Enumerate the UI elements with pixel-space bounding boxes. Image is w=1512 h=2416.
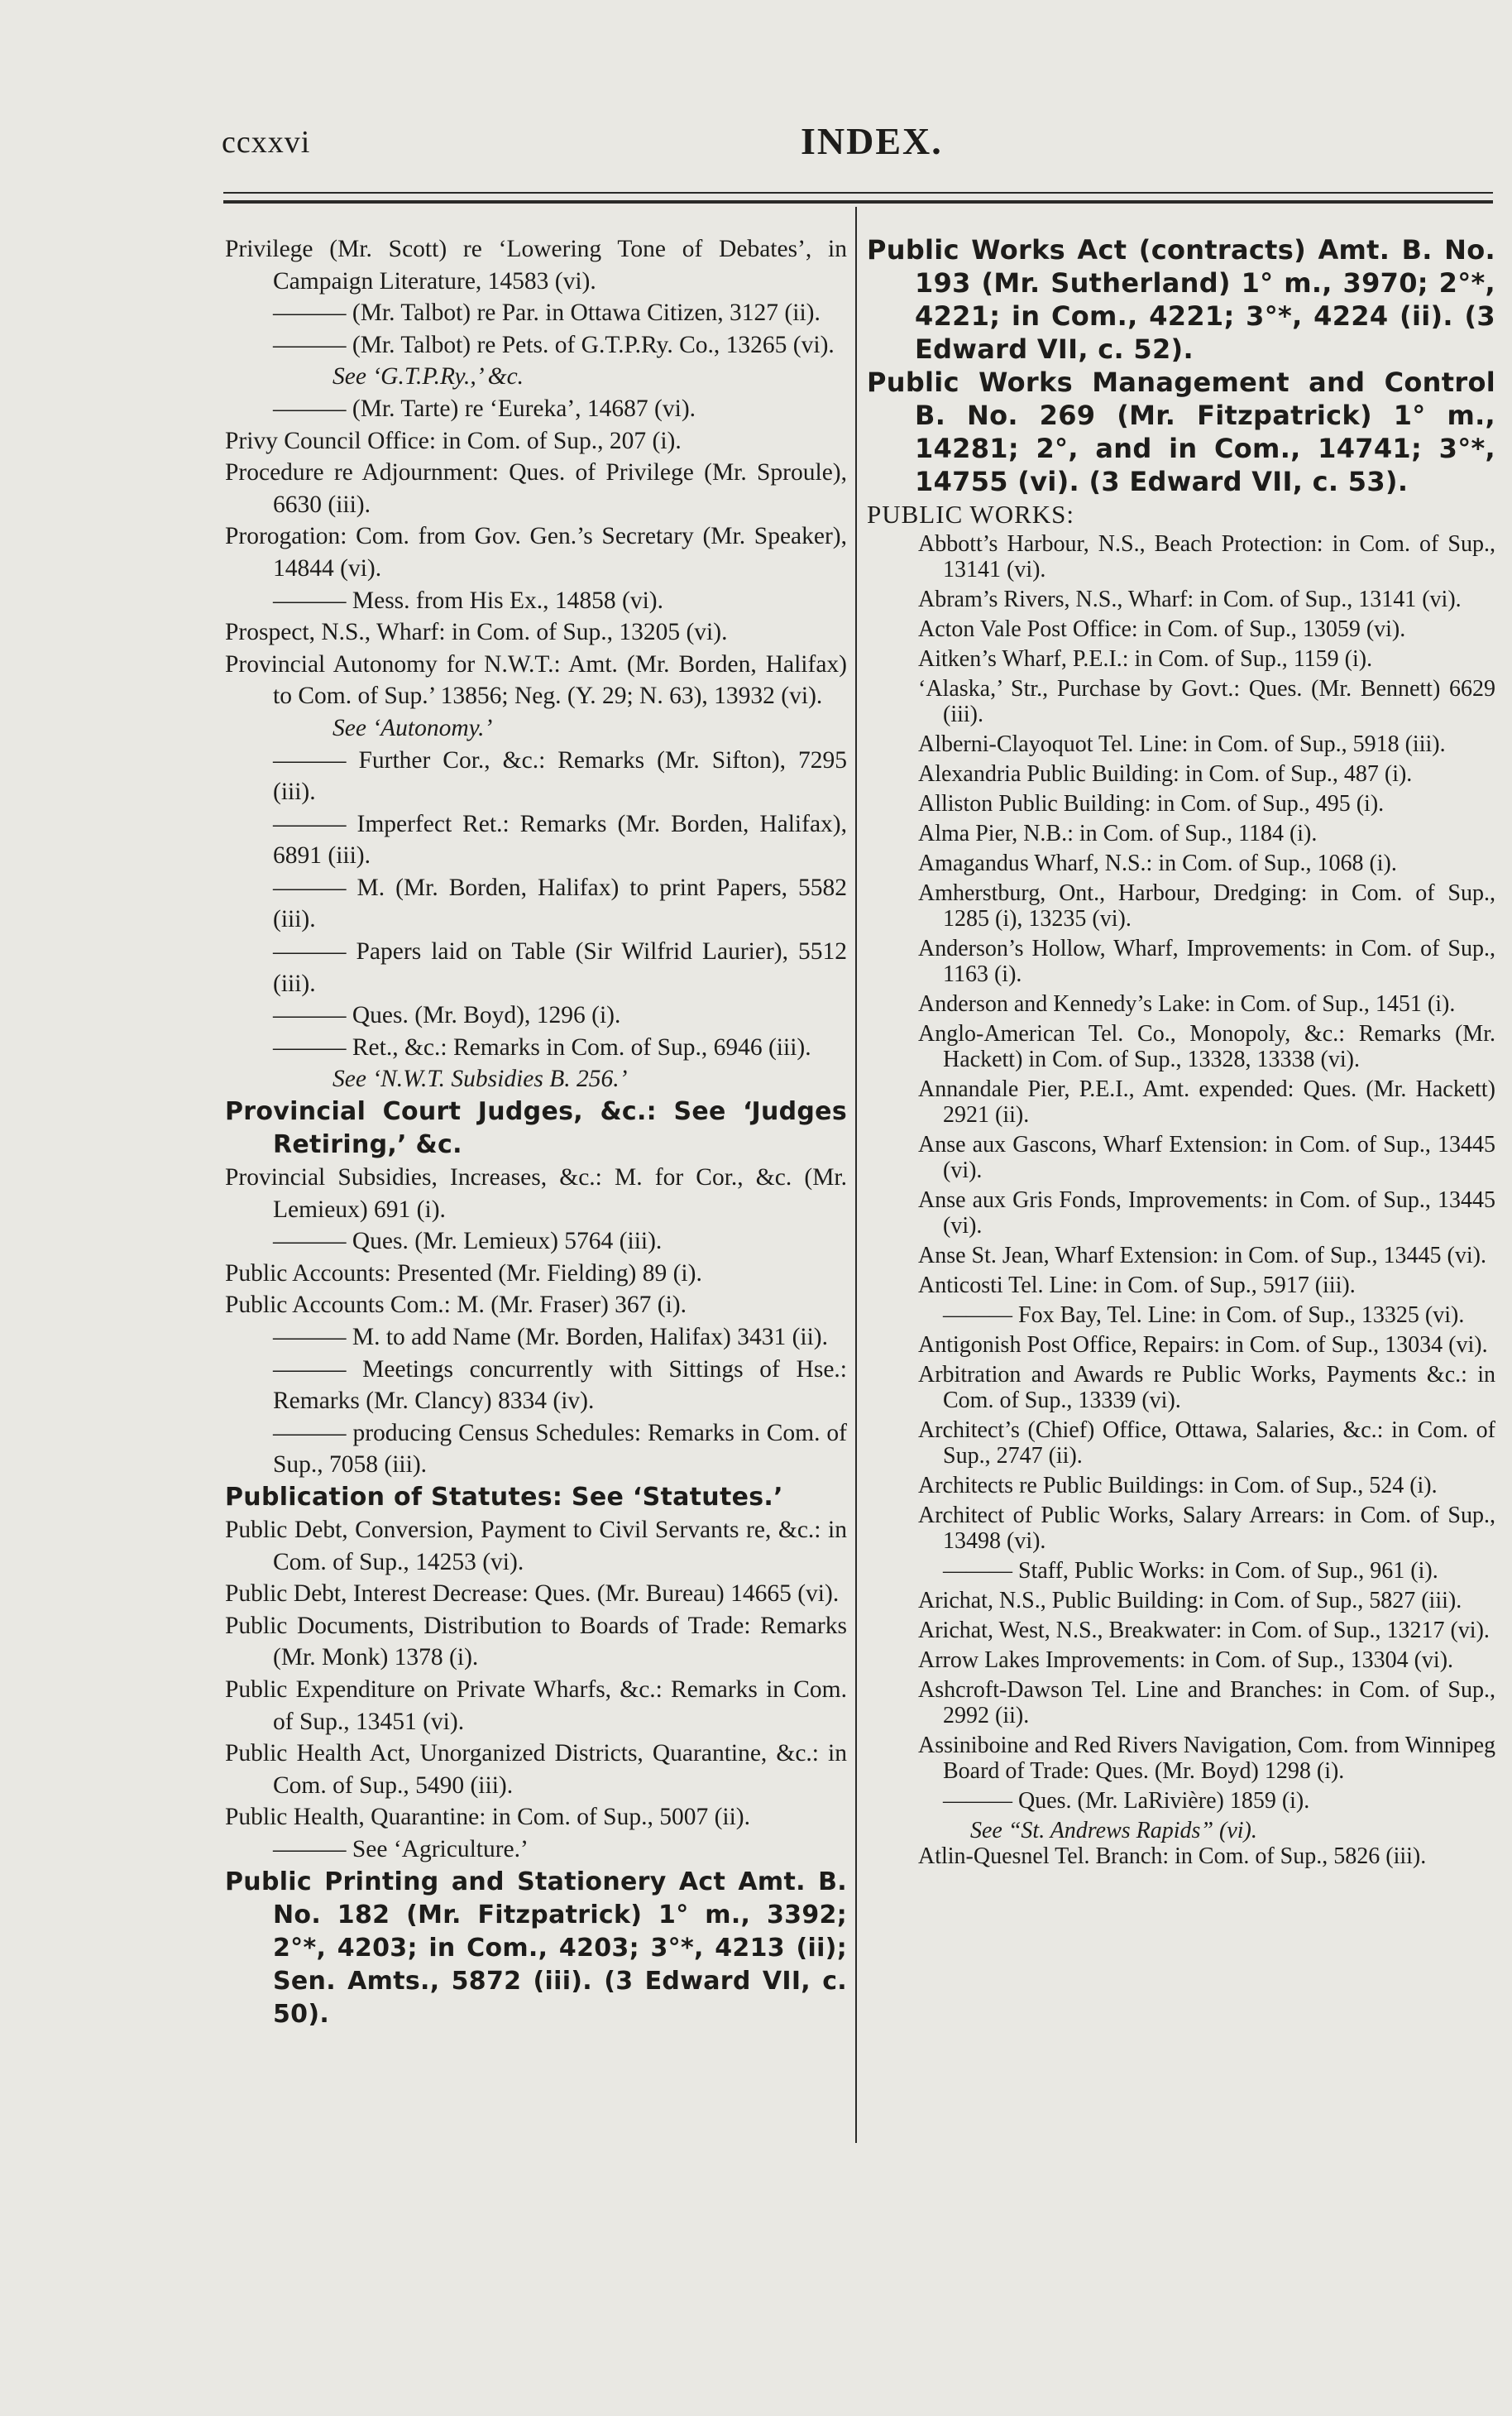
index-entry: Public Debt, Interest Decrease: Ques. (Mr. Bureau) 14665 (vi).	[225, 1580, 840, 1608]
index-entry: Public Accounts Com.: M. (Mr. Fraser) 367 (i).	[225, 1292, 687, 1319]
index-entry: Assiniboine and Red Rivers Navigation, Com. from Winnipeg Board of Trade: Ques. (Mr. Boyd) 1298 (i).	[918, 1733, 1495, 1784]
index-entry: ——— Ques. (Mr. LaRivière) 1859 (i).	[943, 1788, 1310, 1814]
index-entry: Abbott’s Harbour, N.S., Beach Protection: in Com. of Sup., 13141 (vi).	[918, 531, 1495, 582]
index-entry: ——— (Mr. Talbot) re Par. in Ottawa Citizen, 3127 (ii).	[273, 300, 821, 327]
index-entry: ——— Mess. from His Ex., 14858 (vi).	[273, 587, 663, 614]
index-entry: ——— Further Cor., &c.: Remarks (Mr. Sifton), 7295 (iii).	[273, 746, 847, 806]
page-number: ccxxvi	[222, 125, 311, 160]
index-entry: Alexandria Public Building: in Com. of Sup., 487 (i).	[918, 761, 1413, 787]
index-entry: Provincial Subsidies, Increases, &c.: M. for Cor., &c. (Mr. Lemieux) 691 (i).	[225, 1164, 847, 1223]
index-entry: Architect of Public Works, Salary Arrears: in Com. of Sup., 13498 (vi).	[918, 1503, 1495, 1554]
index-entry: Public Documents, Distribution to Boards of Trade: Remarks (Mr. Monk) 1378 (i).	[225, 1612, 847, 1671]
index-entry: Anse aux Gascons, Wharf Extension: in Com. of Sup., 13445 (vi).	[918, 1132, 1495, 1183]
index-entry: See “St. Andrews Rapids” (vi).	[970, 1818, 1257, 1843]
index-entry: Alma Pier, N.B.: in Com. of Sup., 1184 (i).	[918, 821, 1318, 846]
index-entry: Anderson and Kennedy’s Lake: in Com. of Sup., 1451 (i).	[918, 991, 1456, 1017]
index-entry: ——— (Mr. Talbot) re Pets. of G.T.P.Ry. Co., 13265 (vi).	[273, 331, 835, 358]
index-entry: Alberni-Clayoquot Tel. Line: in Com. of Sup., 5918 (iii).	[918, 731, 1446, 757]
section-heading: PUBLIC WORKS:	[867, 500, 1074, 529]
index-entry: ——— M. (Mr. Borden, Halifax) to print Papers, 5582 (iii).	[273, 874, 847, 933]
index-entry: Public Printing and Stationery Act Amt. B. No. 182 (Mr. Fitzpatrick) 1° m., 3392; 2°*, 4203; in Com., 4203; 3°*, 4213 (ii); Sen. Amts., 5872 (iii). (3 Edward VII, c. 50).	[225, 1867, 847, 2029]
index-entry: Arichat, N.S., Public Building: in Com. of Sup., 5827 (iii).	[918, 1588, 1462, 1613]
index-entry: Provincial Autonomy for N.W.T.: Amt. (Mr. Borden, Halifax) to Com. of Sup.’ 13856; Neg. (Y. 29; N. 63), 13932 (vi).	[225, 650, 847, 710]
index-entry: Privilege (Mr. Scott) re ‘Lowering Tone of Debates’, in Campaign Literature, 14583 (vi).	[225, 236, 847, 295]
index-entry: ——— producing Census Schedules: Remarks in Com. of Sup., 7058 (iii).	[273, 1419, 847, 1479]
index-entry: ——— Ret., &c.: Remarks in Com. of Sup., 6946 (iii).	[273, 1033, 811, 1061]
index-entry: ‘Alaska,’ Str., Purchase by Govt.: Ques. (Mr. Bennett) 6629 (iii).	[918, 676, 1495, 727]
column-divider	[855, 207, 857, 2143]
header-rule-thin	[223, 192, 1493, 194]
index-entry: Public Debt, Conversion, Payment to Civil Servants re, &c.: in Com. of Sup., 14253 (vi).	[225, 1516, 847, 1575]
index-entry: Arrow Lakes Improvements: in Com. of Sup., 13304 (vi).	[918, 1647, 1454, 1673]
page-header	[222, 120, 1495, 174]
index-entry: Alliston Public Building: in Com. of Sup., 495 (i).	[918, 791, 1385, 817]
index-entry: Prospect, N.S., Wharf: in Com. of Sup., 13205 (vi).	[225, 619, 728, 646]
index-entry: Provincial Court Judges, &c.: See ‘Judges Retiring,’ &c.	[225, 1097, 847, 1160]
index-entry: Abram’s Rivers, N.S., Wharf: in Com. of Sup., 13141 (vi).	[918, 587, 1462, 612]
index-entry: Amagandus Wharf, N.S.: in Com. of Sup., 1068 (i).	[918, 851, 1397, 876]
header-rule-thick	[223, 200, 1493, 204]
index-entry: Public Health Act, Unorganized Districts, Quarantine, &c.: in Com. of Sup., 5490 (iii).	[225, 1740, 847, 1799]
index-entry: Prorogation: Com. from Gov. Gen.’s Secretary (Mr. Speaker), 14844 (vi).	[225, 523, 847, 582]
index-entry: Anglo-American Tel. Co., Monopoly, &c.: Remarks (Mr. Hackett) in Com. of Sup., 13328, 13338 (vi).	[918, 1021, 1495, 1072]
index-entry: ——— Ques. (Mr. Lemieux) 5764 (iii).	[273, 1228, 663, 1255]
index-entry: ——— Imperfect Ret.: Remarks (Mr. Borden, Halifax), 6891 (iii).	[273, 810, 847, 870]
index-entry: Ashcroft-Dawson Tel. Line and Branches: in Com. of Sup., 2992 (ii).	[918, 1677, 1495, 1728]
index-entry: Anse St. Jean, Wharf Extension: in Com. of Sup., 13445 (vi).	[918, 1243, 1486, 1268]
index-entry: Annandale Pier, P.E.I., Amt. expended: Ques. (Mr. Hackett) 2921 (ii).	[918, 1076, 1495, 1128]
index-entry: Publication of Statutes: See ‘Statutes.’	[225, 1482, 783, 1512]
index-entry: Procedure re Adjournment: Ques. of Privilege (Mr. Sproule), 6630 (iii).	[225, 459, 847, 518]
index-entry: ——— (Mr. Tarte) re ‘Eureka’, 14687 (vi).	[273, 395, 696, 422]
index-entry: See ‘N.W.T. Subsidies B. 256.’	[333, 1066, 628, 1093]
index-entry: ——— Fox Bay, Tel. Line: in Com. of Sup., 13325 (vi).	[943, 1302, 1465, 1328]
index-entry: Atlin-Quesnel Tel. Branch: in Com. of Sup., 5826 (iii).	[918, 1843, 1427, 1869]
index-entry: Arichat, West, N.S., Breakwater: in Com. of Sup., 13217 (vi).	[918, 1618, 1490, 1643]
index-entry: ——— Papers laid on Table (Sir Wilfrid Laurier), 5512 (iii).	[273, 938, 847, 997]
index-entry: Privy Council Office: in Com. of Sup., 207 (i).	[225, 427, 682, 454]
index-entry: ——— M. to add Name (Mr. Borden, Halifax) 3431 (ii).	[273, 1324, 828, 1350]
right-column	[867, 233, 1495, 1873]
index-entry: Public Expenditure on Private Wharfs, &c.: Remarks in Com. of Sup., 13451 (vi).	[225, 1675, 847, 1735]
page-title: INDEX.	[801, 120, 943, 162]
index-entry: Arbitration and Awards re Public Works, Payments &c.: in Com. of Sup., 13339 (vi).	[918, 1362, 1495, 1413]
left-column	[225, 233, 847, 2031]
index-entry: Aitken’s Wharf, P.E.I.: in Com. of Sup., 1159 (i).	[918, 646, 1373, 672]
index-entry: See ‘Autonomy.’	[333, 714, 493, 741]
index-entry: ——— See ‘Agriculture.’	[273, 1835, 529, 1862]
index-entry: Architects re Public Buildings: in Com. of Sup., 524 (i).	[918, 1473, 1438, 1498]
index-entry: Anse aux Gris Fonds, Improvements: in Com. of Sup., 13445 (vi).	[918, 1187, 1495, 1239]
index-entry: ——— Meetings concurrently with Sittings of Hse.: Remarks (Mr. Clancy) 8334 (iv).	[273, 1355, 847, 1415]
index-entry: Acton Vale Post Office: in Com. of Sup., 13059 (vi).	[918, 616, 1406, 642]
index-entry: Public Works Management and Control B. No. 269 (Mr. Fitzpatrick) 1° m., 14281; 2°, and in Com., 14741; 3°*, 14755 (vi). (3 Edward VII, c. 53).	[867, 367, 1495, 497]
index-entry: ——— Ques. (Mr. Boyd), 1296 (i).	[273, 1002, 621, 1029]
index-entry: Public Health, Quarantine: in Com. of Sup., 5007 (ii).	[225, 1804, 750, 1831]
index-entry: Public Works Act (contracts) Amt. B. No. 193 (Mr. Sutherland) 1° m., 3970; 2°*, 4221; in Com., 4221; 3°*, 4224 (ii). (3 Edward VII, c. 52).	[867, 234, 1495, 365]
index-entry: Antigonish Post Office, Repairs: in Com. of Sup., 13034 (vi).	[918, 1332, 1488, 1358]
index-entry: Amherstburg, Ont., Harbour, Dredging: in Com. of Sup., 1285 (i), 13235 (vi).	[918, 880, 1495, 932]
index-entry: Anderson’s Hollow, Wharf, Improvements: in Com. of Sup., 1163 (i).	[918, 936, 1495, 987]
index-entry: Architect’s (Chief) Office, Ottawa, Salaries, &c.: in Com. of Sup., 2747 (ii).	[918, 1417, 1495, 1469]
index-entry: See ‘G.T.P.Ry.,’ &c.	[333, 363, 524, 391]
index-entry: ——— Staff, Public Works: in Com. of Sup., 961 (i).	[943, 1558, 1438, 1584]
index-entry: Public Accounts: Presented (Mr. Fielding) 89 (i).	[225, 1259, 702, 1287]
index-entry: Anticosti Tel. Line: in Com. of Sup., 5917 (iii).	[918, 1273, 1356, 1298]
